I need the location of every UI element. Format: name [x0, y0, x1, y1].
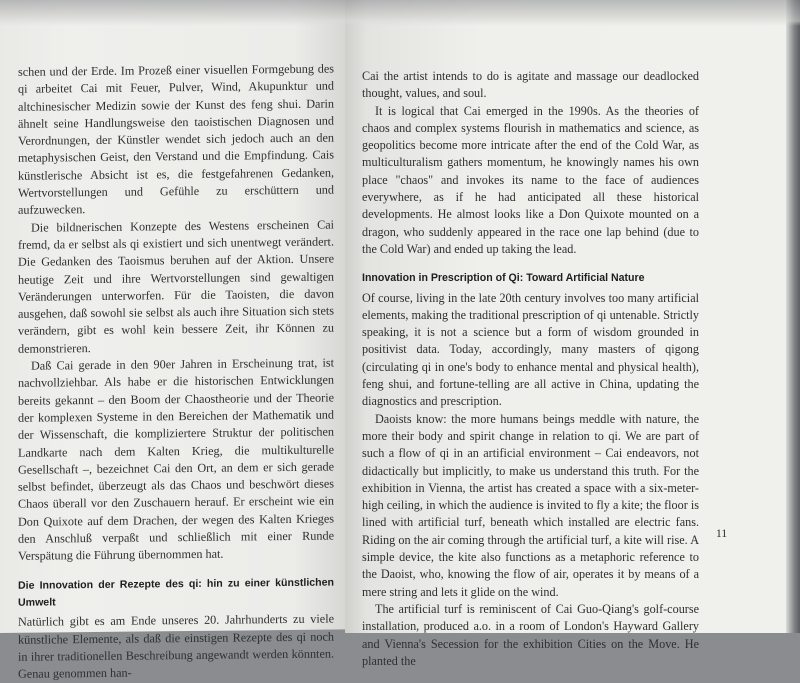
right-paragraph: It is logical that Cai emerged in the 1990s. As the theories of chaos and complex systems flourish in mathematics and science, as geopolitics become more intricate after the end of the Cold War, as multiculturalism gathers momentum, he knowingly names his own place "chaos" and invokes its name to the face of audiences everywhere, as if he had anticipated all these historical developments. He almost looks like a Don Quixote mounted on a dragon, who suddenly appeared in the race one lap behind (due to the Cold War) and ended up taking the lead. — [362, 103, 699, 256]
right-paragraph: The artificial turf is reminiscent of Cai Guo-Qiang's golf-course installation, produced a.o. in a room of London's Hayward Gallery and Vienna's Secession for the exhibition Cities on the Move. He planted the — [362, 601, 699, 668]
right-page — [345, 0, 790, 668]
right-section-heading: Innovation in Prescription of Qi: Toward Artificial Nature — [362, 272, 645, 285]
top-shadow — [0, 0, 800, 26]
left-page — [0, 0, 345, 681]
right-paragraph: Of course, living in the late 20th century involves too many artificial elements, making the traditional prescription of qi untenable. Strictly speaking, it is not a science but a form of wisdom grounded in positivist data. Today, accordingly, many masters of qigong (circulating qi in one's body to enhance mental and physical health), feng shui, and fortune-telling are all active in China, updating the diagnostics and prescription. — [362, 290, 699, 409]
right-text-column — [362, 68, 699, 670]
right-paragraph: Cai the artist intends to do is agitate and massage our deadlocked thought, values, and soul. — [362, 69, 699, 101]
left-section-heading: Die Innovation der Rezepte des qi: hin zu einer künstlichen Umwelt — [18, 576, 334, 609]
left-paragraph: Natürlich gibt es am Ende unseres 20. Jahrhunderts zu viele künstliche Elemente, als daß die einstigen Rezepte des qi noch in ihrer traditionellen Beschreibung angewandt werden könnten. Genau genommen han- — [18, 611, 334, 681]
left-paragraph: schen und der Erde. Im Prozeß einer visuellen Formgebung des qi arbeitet Cai mit Feuer, Pulver, Wind, Akupunktur und altchinesischer Medizin sowie der Kunst des feng shui. Darin ähnelt seine Handlungsweise den taoistischen Diagnosen und Verordnungen, der Künstler wendet sich jedoch auch an den metaphysischen Geist, den Verstand und die Empfindung. Cais künstlerische Absicht ist es, die festgefahrenen Gedanken, Wertvorstellungen und Gefühle zu erschüttern und aufzuwecken. — [18, 61, 334, 218]
page-number: 11 — [716, 528, 728, 540]
book-edge — [786, 0, 800, 633]
left-paragraph: Daß Cai gerade in den 90er Jahren in Erscheinung trat, ist nachvollziehbar. Als habe er die historischen Entwicklungen bereits gekannt – den Boom der Chaostheorie und der Theorie der komplexen Systeme in den Bereichen der Mathematik und der Wissenschaft, die kompliziertere Struktur der politischen Landkarte nach dem Kalten Krieg, die multikulturelle Gesellschaft –, bezeichnet Cai den Ort, an dem er sich gerade selbst befindet, überzeugt als das Chaos und beschwört dieses Chaos überall vor den Zuschauern herauf. Er erscheint wie ein Don Quixote auf dem Drachen, der wegen des Kalten Krieges den Anschluß verpaßt und schließlich mit einer Runde Verspätung die Führung übernommen hat. — [18, 355, 334, 564]
left-paragraph: Die bildnerischen Konzepte des Westens erscheinen Cai fremd, da er selbst als qi existiert und sich unentwegt verändert. Die Gedanken des Taoismus beruhen auf der Aktion. Unsere heutige Zeit und ihre Wertvorstellungen sind gewaltigen Veränderungen unterworfen. Für die Taoisten, die davon ausgehen, daß sowohl sie selbst als auch ihre Situation sich stets verändern, gibt es wohl kein bessere Zeit, ihr Können zu demonstrieren. — [18, 217, 334, 356]
left-text-column — [18, 61, 334, 683]
right-paragraph: Daoists know: the more humans beings meddle with nature, the more their body and spirit change in relation to qi. We are part of such a flow of qi in an artificial environment – Cai endeavors, not didactically but implicitly, to make us understand this truth. For the exhibition in Vienna, the artist has created a space with a six-meter-high ceiling, in which the audience is invited to fly a kite; the floor is lined with artificial turf, beneath which installed are electric fans. Riding on the air coming through the artificial turf, a kite will rise. A simple device, the kite also functions as a metaphoric reference to the Daoist, who, knowing the flow of air, operates it by means of a mere string and lets it glide on the wind. — [362, 411, 699, 599]
